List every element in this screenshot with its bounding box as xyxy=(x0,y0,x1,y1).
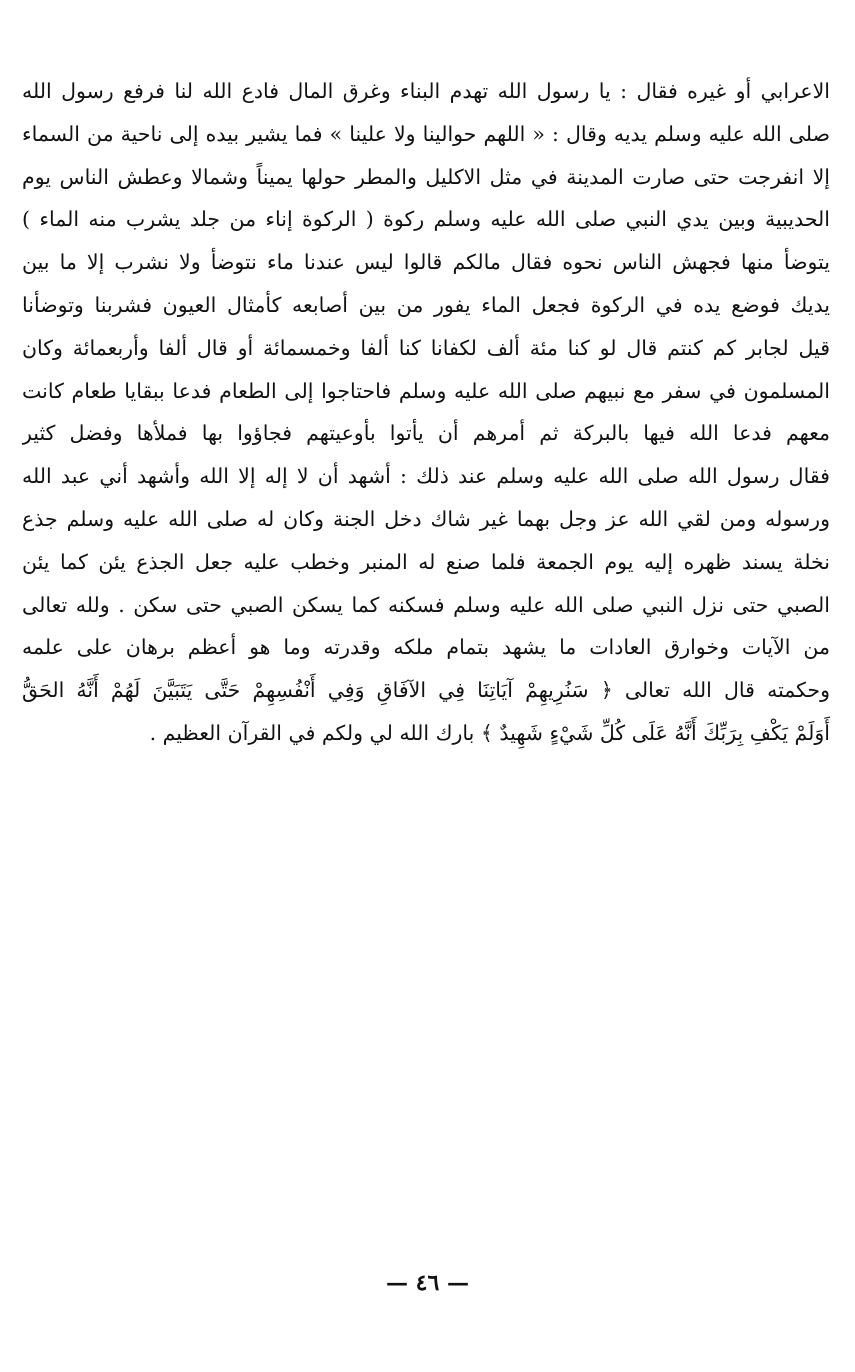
text-line-8: المسلمون في سفر مع نبيهم صلى الله عليه وسلم فاحتاجوا إلى الطعام فدعا ببقايا طعام كانت xyxy=(22,378,830,403)
body-text xyxy=(22,70,830,755)
text-line-5: يتوضأ منها فجهش الناس نحوه فقال مالكم قالوا ليس عندنا ماء نتوضأ ولا نشرب إلا ما بين xyxy=(22,250,830,275)
text-line-16: أَوَلَمْ يَكْفِ بِرَبِّكَ أَنَّهُ عَلَى كُلِّ شَيْءٍ شَهِيدٌ ﴾ بارك الله لي ولكم في القرآن العظيم . xyxy=(149,720,830,745)
text-line-4: الحديبية وبين يدي النبي صلى الله عليه وسلم ركوة ( الركوة إناء من جلد يشرب منه الماء ) xyxy=(22,207,830,232)
text-line-12: نخلة يسند ظهره إليه يوم الجمعة فلما صنع له المنبر وخطب عليه جعل الجذع يئن كما يئن xyxy=(22,549,830,574)
text-line-10: فقال رسول الله صلى الله عليه وسلم عند ذلك : أشهد أن لا إله إلا الله وأشهد أني عبد الله xyxy=(22,464,830,489)
text-line-7: قيل لجابر كم كنتم قال لو كنا مئة ألف لكفانا كنا ألفا وخمسمائة أو قال ألفا وأربعمائة وكان xyxy=(22,335,830,360)
page-number: — ٤٦ — xyxy=(386,1270,469,1296)
text-line-9: معهم فدعا الله فيها بالبركة ثم أمرهم أن يأتوا بأوعيتهم فجاؤوا بها فملأها وفضل كثير xyxy=(22,421,830,446)
text-line-1: الاعرابي أو غيره فقال : يا رسول الله تهدم البناء وغرق المال فادع الله لنا فرفع رسول الله xyxy=(22,79,830,103)
text-line-6: يديك فوضع يده في الركوة فجعل الماء يفور من بين أصابعه كأمثال العيون فشربنا وتوضأنا xyxy=(22,292,830,317)
text-line-13: الصبي حتى نزل النبي صلى الله عليه وسلم فسكنه كما يسكن الصبي حتى سكن . ولله تعالى xyxy=(22,592,830,617)
text-line-3: إلا انفرجت حتى صارت المدينة في مثل الاكليل والمطر حولها يميناً وشمالا وعطش الناس يوم xyxy=(22,164,830,189)
text-line-15: وحكمته قال الله تعالى ﴿ سَنُرِيهِمْ آيَاتِنَا فِي الآفَاقِ وَفِي أَنْفُسِهِمْ حَتَّى يَتَبَيَّنَ لَهُمْ أَنَّهُ الحَقُّ xyxy=(22,678,830,703)
text-line-2: صلى الله عليه وسلم يديه وقال : « اللهم حوالينا ولا علينا » فما يشير بيده إلى ناحية من السماء xyxy=(22,121,830,146)
text-line-14: من الآيات وخوارق العادات ما يشهد بتمام ملكه وقدرته وما هو أعظم برهان على علمه xyxy=(22,635,830,660)
text-line-11: ورسوله ومن لقي الله عز وجل بهما غير شاك دخل الجنة وكان له صلى الله عليه وسلم جذع xyxy=(22,506,830,531)
